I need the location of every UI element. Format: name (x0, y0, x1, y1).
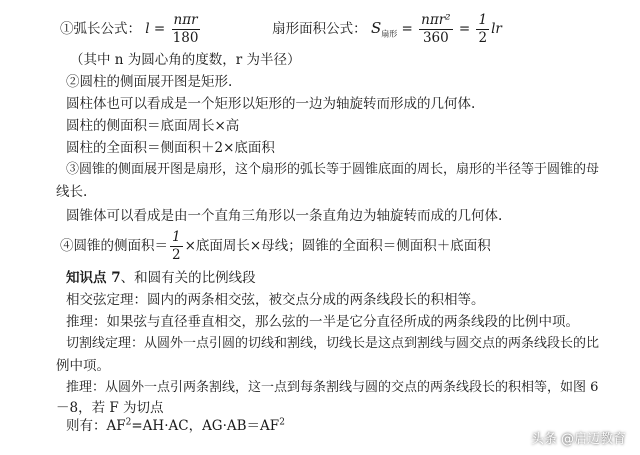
lr-symbol: lr (491, 21, 502, 37)
text-line-2 (70, 50, 301, 70)
cone-half-fraction (170, 229, 183, 264)
text-line-9 (66, 206, 502, 226)
sector-area-fraction (419, 12, 452, 47)
text-line-12 (66, 290, 485, 310)
result-eq-a: 则有：AF (66, 418, 126, 434)
result-eq-b: =AH·AC，AG·AB＝AF (131, 418, 280, 434)
watermark-text: 头条 @启迈教育 (530, 432, 626, 447)
intersecting-chords-theorem: 相交弦定理：圆内的两条相交弦，被交点分成的两条线段长的积相等。 (66, 292, 485, 308)
sector-area-numerator: nπr² (421, 12, 451, 28)
cone-half-numerator: 1 (172, 229, 181, 245)
cone-rotation-text: 圆锥体可以看成是由一个直角三角形以一条直角边为轴旋转而成的几何体. (66, 208, 503, 224)
cone-unfold-text: ③圆锥的侧面展开图是扇形，这个扇形的弧长等于圆锥底面的周长，扇形的半径等于圆锥的母 (66, 162, 600, 177)
text-line-3 (66, 72, 232, 92)
text-line-14 (66, 334, 599, 354)
result-sup-2: 2 (279, 417, 285, 428)
cylinder-rotation-text: 圆柱体也可以看成是一个矩形以矩形的一边为轴旋转而形成的几何体. (66, 96, 476, 112)
secant-tangent-theorem: 切割线定理：从圆外一点引圆的切线和割线，切线长是这点到割线与圆交点的两条线段长的比 (66, 336, 600, 351)
text-line-18 (66, 416, 285, 436)
text-line-6 (66, 138, 275, 158)
arc-length-label: ①弧长公式： (60, 21, 141, 37)
text-line-11 (66, 268, 256, 288)
radius-note: （其中 n 为圆心角的度数，r 为半径） (70, 52, 301, 68)
secant-inference-cont: －8，若 F 为切点 (56, 400, 164, 416)
knowledge-point-heading: 知识点 7 (66, 270, 121, 286)
sector-area-symbol: S (370, 19, 382, 37)
sector-area-label: 扇形面积公式： (272, 21, 367, 37)
text-line-8 (56, 182, 87, 202)
arc-length-symbol: l (145, 21, 150, 37)
equals-sign-3: = (458, 21, 475, 37)
text-line-16 (66, 378, 598, 398)
half-numerator: 1 (478, 12, 488, 28)
text-line-15 (56, 356, 110, 376)
result-sup-1: 2 (125, 417, 132, 428)
cone-lateral-label: ④圆锥的侧面积＝ (60, 238, 168, 254)
text-line-17 (56, 398, 164, 418)
equals-sign: = (153, 21, 170, 37)
cone-half-denominator: 2 (172, 247, 181, 263)
arc-length-numerator: nπr (173, 12, 198, 28)
cone-unfold-text-cont: 线长. (56, 184, 88, 200)
secant-tangent-theorem-cont: 例中项。 (56, 358, 110, 374)
cone-area-rest: ×底面周长×母线；圆锥的全面积＝侧面积＋底面积 (184, 238, 491, 254)
cone-area-formula-line (60, 226, 491, 266)
text-line-13 (66, 312, 579, 332)
arc-length-denominator: 180 (172, 30, 199, 46)
text-line-7 (66, 160, 599, 180)
sector-area-subscript: 扇形 (381, 29, 398, 39)
cylinder-total-area-text: 圆柱的全面积＝侧面积＋2×底面积 (66, 140, 275, 156)
arc-length-fraction (172, 12, 200, 47)
half-denominator: 2 (478, 30, 488, 46)
half-fraction (476, 12, 489, 47)
secant-inference: 推理：从圆外一点引两条割线，这一点到每条割线与圆的交点的两条线段长的积相等，如图 6 (66, 380, 599, 395)
cylinder-lateral-area-text: 圆柱的侧面积＝底面周长×高 (66, 118, 240, 134)
sector-area-denominator: 360 (422, 30, 449, 46)
text-line-5 (66, 116, 239, 136)
text-line-4 (66, 94, 475, 114)
cylinder-unfold-text: ②圆柱的侧面展开图是矩形. (66, 74, 233, 90)
arc-length-formula-line (60, 8, 502, 48)
knowledge-point-title: 、和圆有关的比例线段 (120, 270, 256, 286)
equals-sign-2: = (401, 21, 418, 37)
chord-inference: 推理：如果弦与直径垂直相交，那么弦的一半是它分直径所成的两条线段的比例中项。 (66, 314, 579, 330)
